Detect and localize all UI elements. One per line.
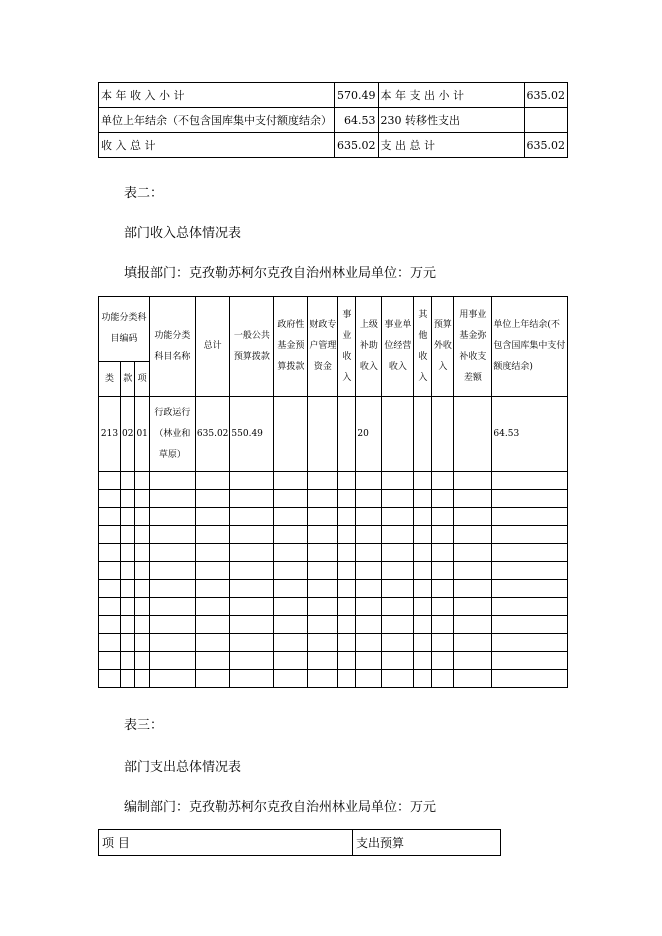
header-reserve: 用事业基金弥补收支差额 bbox=[454, 297, 492, 397]
summary-left-label: 单位上年结余（不包含国库集中支付额度结余） bbox=[99, 108, 335, 133]
empty-cell bbox=[414, 490, 432, 508]
empty-cell bbox=[135, 490, 149, 508]
empty-cell bbox=[432, 472, 454, 490]
table-row bbox=[99, 526, 568, 544]
empty-cell bbox=[492, 472, 568, 490]
header-special: 财政专户管理资金 bbox=[308, 297, 338, 397]
empty-cell bbox=[356, 472, 382, 490]
empty-cell bbox=[414, 652, 432, 670]
empty-cell bbox=[121, 508, 135, 526]
empty-cell bbox=[274, 616, 308, 634]
empty-cell bbox=[230, 634, 274, 652]
empty-cell bbox=[338, 544, 356, 562]
table-row bbox=[99, 472, 568, 490]
empty-cell bbox=[135, 544, 149, 562]
table3-title: 部门支出总体情况表 bbox=[124, 760, 242, 775]
empty-cell bbox=[99, 652, 121, 670]
empty-cell bbox=[135, 598, 149, 616]
empty-cell bbox=[135, 472, 149, 490]
table-row bbox=[99, 652, 568, 670]
cell-other bbox=[414, 397, 432, 472]
empty-cell bbox=[230, 526, 274, 544]
empty-cell bbox=[195, 508, 230, 526]
header-name: 功能分类科目名称 bbox=[149, 297, 195, 397]
empty-cell bbox=[99, 490, 121, 508]
empty-cell bbox=[432, 598, 454, 616]
cell-special bbox=[308, 397, 338, 472]
empty-cell bbox=[308, 634, 338, 652]
table-header-row bbox=[99, 297, 568, 362]
empty-cell bbox=[338, 526, 356, 544]
empty-cell bbox=[149, 526, 195, 544]
cell-total: 635.02 bbox=[195, 397, 230, 472]
header-code-group: 功能分类科目编码 bbox=[99, 297, 150, 362]
empty-cell bbox=[121, 526, 135, 544]
empty-cell bbox=[230, 472, 274, 490]
empty-cell bbox=[414, 598, 432, 616]
table-row bbox=[99, 598, 568, 616]
empty-cell bbox=[492, 562, 568, 580]
empty-cell bbox=[338, 652, 356, 670]
empty-cell bbox=[230, 616, 274, 634]
empty-cell bbox=[274, 544, 308, 562]
empty-cell bbox=[356, 490, 382, 508]
header-total: 总计 bbox=[195, 297, 230, 397]
table-row bbox=[99, 580, 568, 598]
summary-right-value bbox=[524, 108, 568, 133]
empty-cell bbox=[195, 616, 230, 634]
empty-cell bbox=[492, 544, 568, 562]
empty-cell bbox=[308, 580, 338, 598]
empty-cell bbox=[492, 634, 568, 652]
empty-cell bbox=[432, 490, 454, 508]
table-row bbox=[99, 397, 568, 472]
empty-cell bbox=[454, 598, 492, 616]
table-row bbox=[99, 544, 568, 562]
empty-cell bbox=[149, 634, 195, 652]
empty-cell bbox=[454, 616, 492, 634]
summary-left-label: 收 入 总 计 bbox=[99, 133, 335, 158]
empty-cell bbox=[454, 580, 492, 598]
table-row bbox=[99, 108, 568, 133]
empty-cell bbox=[338, 490, 356, 508]
empty-cell bbox=[135, 634, 149, 652]
empty-cell bbox=[195, 490, 230, 508]
empty-cell bbox=[308, 508, 338, 526]
empty-cell bbox=[99, 670, 121, 688]
empty-cell bbox=[99, 472, 121, 490]
empty-cell bbox=[414, 616, 432, 634]
empty-cell bbox=[492, 670, 568, 688]
cell-operating bbox=[382, 397, 414, 472]
empty-cell bbox=[432, 544, 454, 562]
empty-cell bbox=[149, 598, 195, 616]
empty-cell bbox=[308, 616, 338, 634]
empty-cell bbox=[230, 580, 274, 598]
empty-cell bbox=[382, 580, 414, 598]
empty-cell bbox=[382, 472, 414, 490]
empty-cell bbox=[338, 598, 356, 616]
empty-cell bbox=[274, 472, 308, 490]
empty-cell bbox=[121, 472, 135, 490]
empty-cell bbox=[230, 652, 274, 670]
empty-cell bbox=[356, 508, 382, 526]
cell-xiang: 01 bbox=[135, 397, 149, 472]
table2-title: 部门收入总体情况表 bbox=[124, 226, 242, 241]
empty-cell bbox=[99, 562, 121, 580]
empty-cell bbox=[121, 616, 135, 634]
empty-cell bbox=[308, 562, 338, 580]
empty-cell bbox=[356, 598, 382, 616]
header-fund: 政府性基金预算拨款 bbox=[274, 297, 308, 397]
header-lei: 类 bbox=[99, 362, 121, 397]
empty-cell bbox=[308, 526, 338, 544]
empty-cell bbox=[432, 562, 454, 580]
cell-lei: 213 bbox=[99, 397, 121, 472]
income-table bbox=[98, 296, 568, 688]
empty-cell bbox=[99, 616, 121, 634]
empty-cell bbox=[432, 580, 454, 598]
empty-cell bbox=[308, 670, 338, 688]
empty-cell bbox=[454, 670, 492, 688]
empty-cell bbox=[454, 544, 492, 562]
header-extra: 预算外收入 bbox=[432, 297, 454, 397]
header-operating: 事业单位经营收入 bbox=[382, 297, 414, 397]
empty-cell bbox=[195, 562, 230, 580]
summary-right-label: 本 年 支 出 小 计 bbox=[378, 83, 524, 108]
empty-cell bbox=[230, 562, 274, 580]
empty-cell bbox=[121, 634, 135, 652]
empty-cell bbox=[274, 652, 308, 670]
summary-right-label: 支 出 总 计 bbox=[378, 133, 524, 158]
empty-cell bbox=[356, 616, 382, 634]
empty-cell bbox=[149, 670, 195, 688]
empty-cell bbox=[230, 598, 274, 616]
empty-cell bbox=[99, 544, 121, 562]
expenditure-table bbox=[98, 829, 501, 856]
cell-fund bbox=[274, 397, 308, 472]
empty-cell bbox=[414, 580, 432, 598]
empty-cell bbox=[135, 580, 149, 598]
empty-cell bbox=[121, 580, 135, 598]
empty-cell bbox=[135, 652, 149, 670]
summary-right-value: 635.02 bbox=[524, 83, 568, 108]
header-carryover: 单位上年结余(不包含国库集中支付额度结余) bbox=[492, 297, 568, 397]
empty-cell bbox=[274, 598, 308, 616]
summary-left-value: 635.02 bbox=[335, 133, 379, 158]
empty-cell bbox=[149, 580, 195, 598]
empty-cell bbox=[274, 562, 308, 580]
empty-cell bbox=[135, 562, 149, 580]
table3-caption: 表三： bbox=[124, 718, 164, 733]
empty-cell bbox=[454, 562, 492, 580]
empty-cell bbox=[121, 598, 135, 616]
empty-cell bbox=[121, 544, 135, 562]
empty-cell bbox=[382, 670, 414, 688]
empty-cell bbox=[492, 616, 568, 634]
empty-cell bbox=[274, 670, 308, 688]
summary-table bbox=[98, 82, 568, 158]
table-row bbox=[99, 670, 568, 688]
empty-cell bbox=[356, 634, 382, 652]
empty-cell bbox=[492, 508, 568, 526]
empty-cell bbox=[149, 490, 195, 508]
header-subsidy: 上级补助收入 bbox=[356, 297, 382, 397]
header-general: 一般公共预算拨款 bbox=[230, 297, 274, 397]
empty-cell bbox=[382, 490, 414, 508]
empty-cell bbox=[414, 562, 432, 580]
empty-cell bbox=[230, 670, 274, 688]
empty-cell bbox=[135, 616, 149, 634]
empty-cell bbox=[382, 598, 414, 616]
empty-cell bbox=[135, 508, 149, 526]
header-budget: 支出预算 bbox=[353, 830, 501, 856]
empty-cell bbox=[195, 526, 230, 544]
empty-cell bbox=[149, 652, 195, 670]
empty-cell bbox=[492, 490, 568, 508]
empty-rows bbox=[99, 472, 568, 688]
empty-cell bbox=[195, 544, 230, 562]
table-row bbox=[99, 616, 568, 634]
header-kuan: 款 bbox=[121, 362, 135, 397]
empty-cell bbox=[338, 472, 356, 490]
empty-cell bbox=[338, 508, 356, 526]
cell-general: 550.49 bbox=[230, 397, 274, 472]
empty-cell bbox=[356, 670, 382, 688]
cell-business bbox=[338, 397, 356, 472]
empty-cell bbox=[356, 652, 382, 670]
empty-cell bbox=[338, 580, 356, 598]
empty-cell bbox=[274, 580, 308, 598]
table-row bbox=[99, 490, 568, 508]
header-xiang: 项 bbox=[135, 362, 149, 397]
empty-cell bbox=[99, 634, 121, 652]
empty-cell bbox=[274, 508, 308, 526]
empty-cell bbox=[454, 490, 492, 508]
empty-cell bbox=[274, 634, 308, 652]
empty-cell bbox=[356, 580, 382, 598]
empty-cell bbox=[195, 670, 230, 688]
empty-cell bbox=[121, 490, 135, 508]
cell-kuan: 02 bbox=[121, 397, 135, 472]
header-item: 项 目 bbox=[99, 830, 353, 856]
empty-cell bbox=[338, 562, 356, 580]
empty-cell bbox=[432, 634, 454, 652]
empty-cell bbox=[356, 562, 382, 580]
empty-cell bbox=[382, 508, 414, 526]
empty-cell bbox=[149, 472, 195, 490]
empty-cell bbox=[382, 616, 414, 634]
empty-cell bbox=[308, 652, 338, 670]
empty-cell bbox=[308, 472, 338, 490]
cell-carryover: 64.53 bbox=[492, 397, 568, 472]
empty-cell bbox=[195, 472, 230, 490]
empty-cell bbox=[338, 616, 356, 634]
empty-cell bbox=[454, 472, 492, 490]
empty-cell bbox=[492, 580, 568, 598]
empty-cell bbox=[274, 490, 308, 508]
summary-left-value: 64.53 bbox=[335, 108, 379, 133]
empty-cell bbox=[135, 526, 149, 544]
cell-extra bbox=[432, 397, 454, 472]
empty-cell bbox=[454, 508, 492, 526]
empty-cell bbox=[149, 562, 195, 580]
empty-cell bbox=[414, 508, 432, 526]
cell-name: 行政运行（林业和草原） bbox=[149, 397, 195, 472]
empty-cell bbox=[432, 616, 454, 634]
empty-cell bbox=[99, 508, 121, 526]
empty-cell bbox=[382, 526, 414, 544]
empty-cell bbox=[356, 526, 382, 544]
empty-cell bbox=[492, 652, 568, 670]
empty-cell bbox=[135, 670, 149, 688]
header-other: 其他收入 bbox=[414, 297, 432, 397]
empty-cell bbox=[382, 544, 414, 562]
empty-cell bbox=[382, 634, 414, 652]
empty-cell bbox=[414, 544, 432, 562]
empty-cell bbox=[432, 508, 454, 526]
empty-cell bbox=[414, 526, 432, 544]
empty-cell bbox=[338, 634, 356, 652]
empty-cell bbox=[338, 670, 356, 688]
empty-cell bbox=[99, 526, 121, 544]
cell-subsidy: 20 bbox=[356, 397, 382, 472]
empty-cell bbox=[99, 598, 121, 616]
empty-cell bbox=[492, 598, 568, 616]
empty-cell bbox=[308, 598, 338, 616]
empty-cell bbox=[454, 526, 492, 544]
empty-cell bbox=[454, 634, 492, 652]
empty-cell bbox=[195, 652, 230, 670]
empty-cell bbox=[230, 544, 274, 562]
empty-cell bbox=[454, 652, 492, 670]
empty-cell bbox=[414, 472, 432, 490]
header-business: 事业收入 bbox=[338, 297, 356, 397]
table2-unit-line: 填报部门：克孜勒苏柯尔克孜自治州林业局单位：万元 bbox=[124, 266, 437, 281]
empty-cell bbox=[432, 670, 454, 688]
empty-cell bbox=[195, 634, 230, 652]
empty-cell bbox=[121, 652, 135, 670]
empty-cell bbox=[308, 544, 338, 562]
empty-cell bbox=[432, 526, 454, 544]
empty-cell bbox=[274, 526, 308, 544]
table-row bbox=[99, 83, 568, 108]
empty-cell bbox=[149, 544, 195, 562]
empty-cell bbox=[432, 652, 454, 670]
table3-unit-line: 编制部门：克孜勒苏柯尔克孜自治州林业局单位：万元 bbox=[124, 800, 437, 815]
empty-cell bbox=[121, 562, 135, 580]
empty-cell bbox=[414, 634, 432, 652]
summary-right-label: 230 转移性支出 bbox=[378, 108, 524, 133]
empty-cell bbox=[382, 562, 414, 580]
empty-cell bbox=[492, 526, 568, 544]
table-row bbox=[99, 133, 568, 158]
empty-cell bbox=[356, 544, 382, 562]
empty-cell bbox=[149, 508, 195, 526]
empty-cell bbox=[121, 670, 135, 688]
empty-cell bbox=[195, 580, 230, 598]
table-row bbox=[99, 562, 568, 580]
summary-right-value: 635.02 bbox=[524, 133, 568, 158]
table-row bbox=[99, 508, 568, 526]
table-header-row bbox=[99, 830, 501, 856]
empty-cell bbox=[382, 652, 414, 670]
empty-cell bbox=[195, 598, 230, 616]
summary-left-label: 本 年 收 入 小 计 bbox=[99, 83, 335, 108]
empty-cell bbox=[149, 616, 195, 634]
empty-cell bbox=[414, 670, 432, 688]
empty-cell bbox=[230, 508, 274, 526]
empty-cell bbox=[308, 490, 338, 508]
summary-left-value: 570.49 bbox=[335, 83, 379, 108]
cell-reserve bbox=[454, 397, 492, 472]
table2-caption: 表二： bbox=[124, 186, 164, 201]
table-row bbox=[99, 634, 568, 652]
empty-cell bbox=[99, 580, 121, 598]
empty-cell bbox=[230, 490, 274, 508]
